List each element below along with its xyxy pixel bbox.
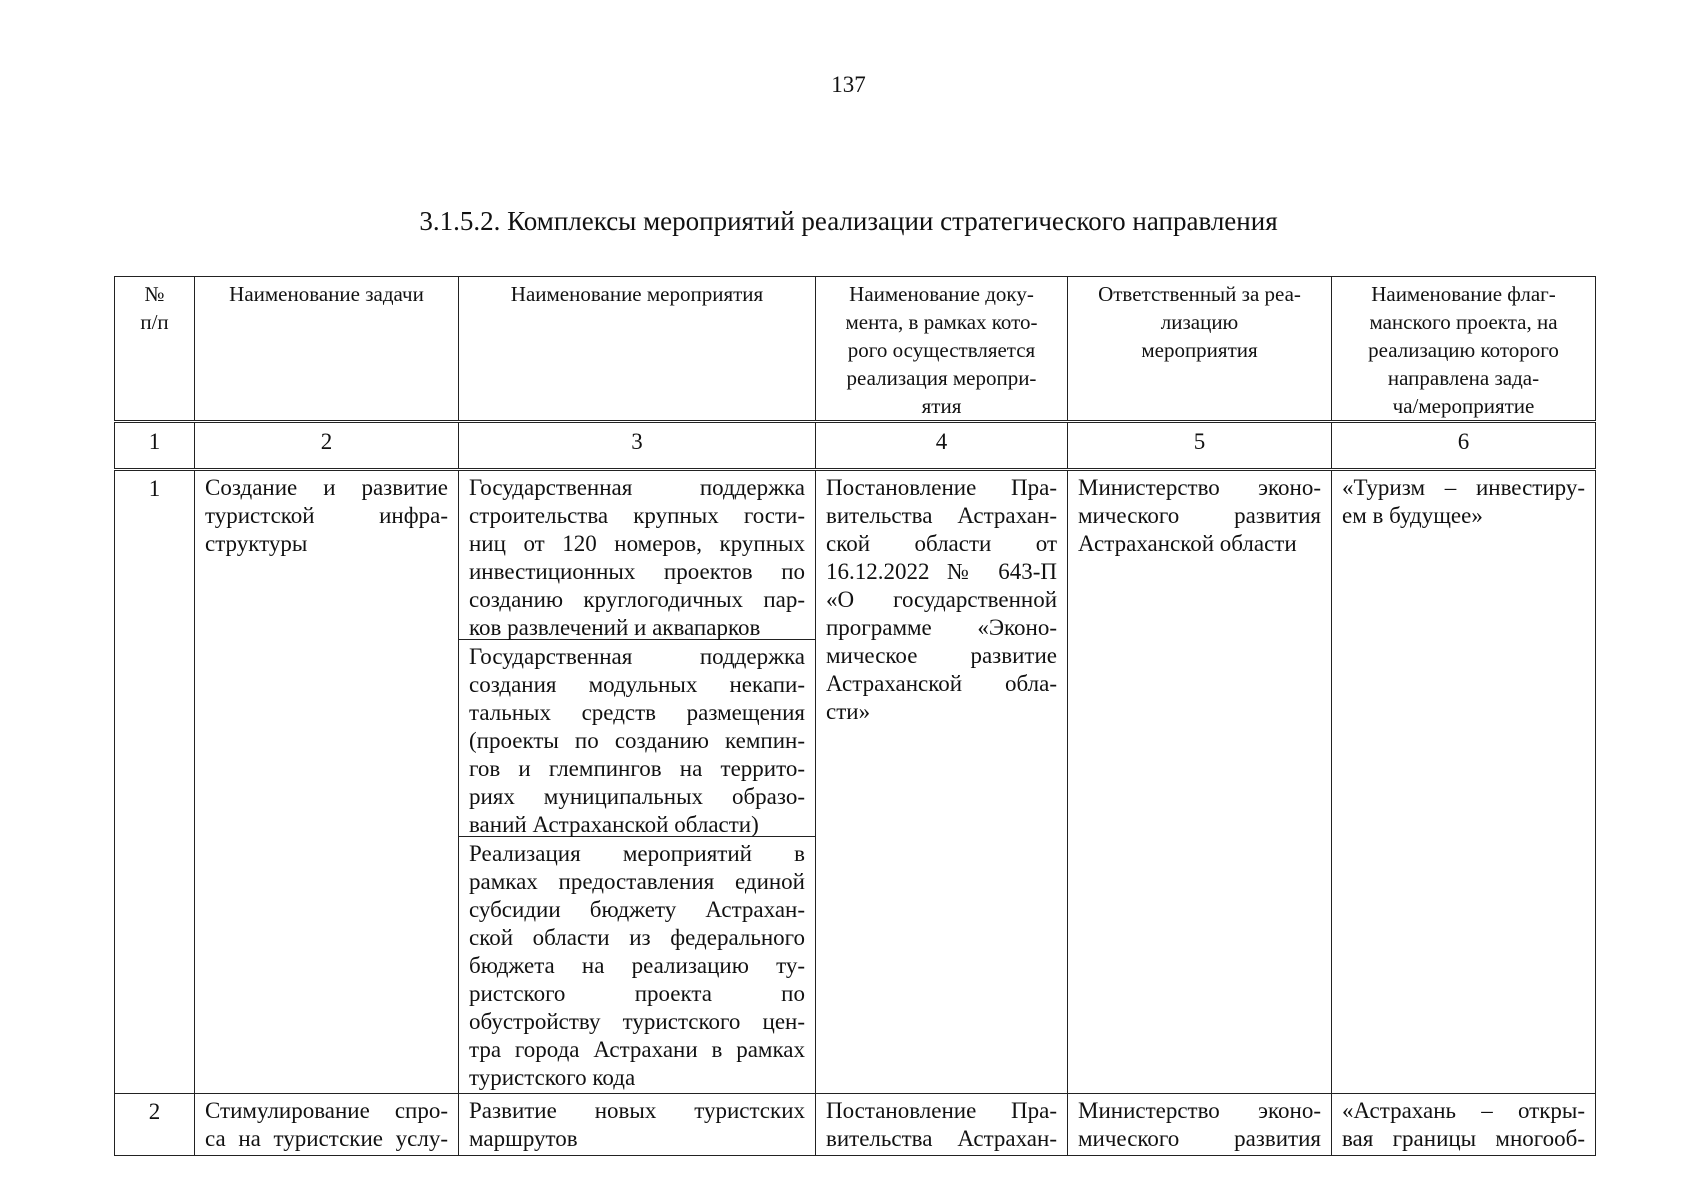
section-title: 3.1.5.2. Комплексы мероприятий реализации стратегического направления bbox=[419, 206, 1278, 236]
column-number: 6 bbox=[1332, 423, 1596, 469]
project-cell: «Астрахань – откры- вая границы многооб- bbox=[1332, 1094, 1596, 1156]
header-task: Наименование задачи bbox=[195, 277, 459, 421]
responsible-cell: Министерство эконо- мического развития bbox=[1068, 1094, 1332, 1156]
activities-cell: Развитие новых туристских маршрутов bbox=[459, 1094, 816, 1156]
activity-item: Государственная поддержка создания модульных некапи- тальных средств размещения (проекты по созданию кемпин- гов и глемпингов на террито- риях муниципальных образо- ваний Астраханской области) bbox=[459, 640, 815, 837]
column-number: 2 bbox=[195, 423, 459, 469]
table-row bbox=[115, 471, 1596, 1094]
header-responsible: Ответственный за реа- лизацию мероприятия bbox=[1068, 277, 1332, 421]
header-project: Наименование флаг- манского проекта, на реализацию которого направлена зада- ча/мероприятие bbox=[1332, 277, 1596, 421]
column-numbers-row bbox=[114, 422, 1596, 469]
activity-item: Реализация мероприятий в рамках предоставления единой субсидии бюджету Астрахан- ской области из федерального бюджета на реализацию ту- ристского проекта по обустройству туристского цен- тра города Астрахани в рамках туристского кода bbox=[469, 841, 805, 1090]
column-number: 5 bbox=[1068, 423, 1332, 469]
column-number: 4 bbox=[816, 423, 1068, 469]
page-number: 137 bbox=[831, 72, 866, 97]
table-header bbox=[114, 276, 1596, 421]
header-document: Наименование доку- мента, в рамках кото- рого осуществляется реализация меропри- ятия bbox=[816, 277, 1068, 421]
document-cell: Постановление Пра- вительства Астрахан- ской области от 16.12.2022 № 643-П «О государственной программе «Эконо- мическое развитие Астраханской обла- сти» bbox=[816, 471, 1068, 1094]
activity-item: Государственная поддержка строительства крупных гости- ниц от 120 номеров, крупных инвестиционных проектов по созданию круглогодичных пар- ков развлечений и аквапарков bbox=[459, 471, 815, 640]
row-number: 2 bbox=[115, 1094, 195, 1156]
task-cell: Создание и развитие туристской инфра- структуры bbox=[195, 471, 459, 1094]
document-cell: Постановление Пра- вительства Астрахан- bbox=[816, 1094, 1068, 1156]
responsible-cell: Министерство эконо- мического развития Астраханской области bbox=[1068, 471, 1332, 1094]
header-num: № п/п bbox=[115, 277, 195, 421]
activities-cell bbox=[459, 471, 816, 1094]
row-number: 1 bbox=[115, 471, 195, 1094]
table-body bbox=[114, 470, 1596, 1156]
task-cell: Стимулирование спро- са на туристские услу- bbox=[195, 1094, 459, 1156]
header-activity: Наименование мероприятия bbox=[459, 277, 816, 421]
column-number: 1 bbox=[115, 423, 195, 469]
project-cell: «Туризм – инвестиру- ем в будущее» bbox=[1332, 471, 1596, 1094]
column-number: 3 bbox=[459, 423, 816, 469]
table-row bbox=[115, 1094, 1596, 1156]
